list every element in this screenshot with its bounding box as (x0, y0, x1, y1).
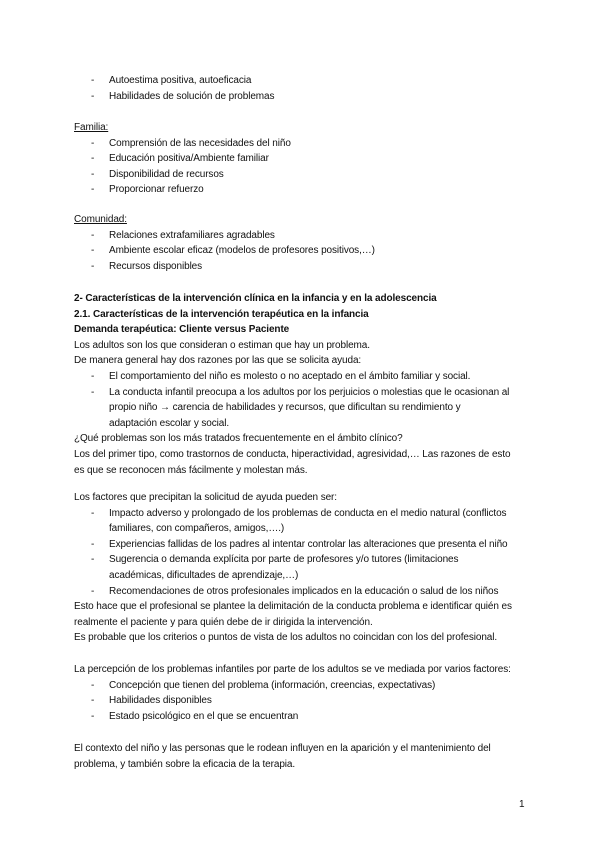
page-number: 1 (519, 799, 525, 810)
list-bullet-dash: - (91, 153, 95, 165)
list-bullet-dash: - (91, 371, 95, 382)
list-bullet-dash: - (91, 260, 95, 272)
list-item: propio niño → carencia de habilidades y recursos, que dificultan su rendimiento y (109, 402, 461, 414)
list-item: Proporcionar refuerzo (109, 184, 204, 196)
list-item: Sugerencia o demanda explícita por parte de profesores y/o tutores (limitaciones (109, 554, 459, 566)
paragraph: De manera general hay dos razones por las que se solicita ayuda: (74, 355, 362, 367)
section-subtitle: 2.1. Características de la intervención terapéutica en la infancia (74, 308, 369, 320)
list-item: Recomendaciones de otros profesionales implicados en la educación o salud de los niños (109, 585, 499, 597)
list-bullet-dash: - (91, 679, 95, 691)
list-bullet-dash: - (91, 585, 95, 597)
list-bullet-dash: - (91, 245, 95, 257)
list-bullet-dash: - (91, 710, 95, 722)
paragraph: Los del primer tipo, como trastornos de conducta, hiperactividad, agresividad,… Las razones de esto (74, 449, 511, 460)
list-bullet-dash: - (91, 538, 95, 550)
list-item: Experiencias fallidas de los padres al intentar controlar las alteraciones que presenta el niño (109, 538, 508, 550)
list-item: Concepción que tienen del problema (información, creencias, expectativas) (109, 679, 436, 691)
list-item: familiares, con compañeros, amigos,….) (109, 523, 285, 535)
section-heading-comunidad: Comunidad: (74, 214, 127, 225)
section-subheading: Demanda terapéutica: Cliente versus Paciente (74, 324, 290, 336)
paragraph: problema, y también sobre la eficacia de la terapia. (74, 758, 296, 770)
paragraph: Esto hace que el profesional se plantee la delimitación de la conducta problema e identificar quién es (74, 601, 512, 613)
list-bullet-dash: - (91, 695, 95, 707)
list-item: El comportamiento del niño es molesto o no aceptado en el ámbito familiar y social. (109, 371, 471, 382)
list-item: Autoestima positiva, autoeficacia (109, 75, 252, 86)
paragraph: realmente el paciente y para quién debe de ir dirigida la intervención. (74, 616, 373, 628)
list-bullet-dash: - (91, 229, 95, 241)
paragraph: ¿Qué problemas son los más tratados frecuentemente en el ámbito clínico? (74, 433, 403, 445)
list-item: Ambiente escolar eficaz (modelos de profesores positivos,…) (109, 245, 375, 257)
list-bullet-dash: - (91, 507, 95, 519)
list-item: Comprensión de las necesidades del niño (109, 137, 291, 149)
paragraph: es que se reconocen más fácilmente y molestan más. (74, 464, 308, 476)
list-bullet-dash: - (91, 75, 95, 86)
list-item: académicas, dificultades de aprendizaje,…) (109, 570, 299, 581)
section-title: 2- Características de la intervención clínica en la infancia y en la adolescencia (74, 293, 437, 304)
list-item: Habilidades de solución de problemas (109, 90, 275, 102)
paragraph: El contexto del niño y las personas que le rodean influyen en la aparición y el mantenimiento del (74, 743, 491, 754)
list-item: Educación positiva/Ambiente familiar (109, 153, 269, 165)
section-heading-familia: Familia: (74, 122, 109, 133)
list-item: Disponibilidad de recursos (109, 168, 224, 180)
list-item: Estado psicológico en el que se encuentran (109, 710, 299, 722)
list-bullet-dash: - (91, 168, 95, 180)
list-bullet-dash: - (91, 90, 95, 102)
list-item: Recursos disponibles (109, 260, 203, 272)
paragraph: La percepción de los problemas infantiles por parte de los adultos se ve mediada por varios factores: (74, 664, 511, 675)
list-bullet-dash: - (91, 386, 95, 398)
list-item: La conducta infantil preocupa a los adultos por los perjuicios o molestias que le ocasionan al (109, 386, 510, 398)
paragraph: Los adultos son los que consideran o estiman que hay un problema. (74, 339, 370, 351)
list-item: Relaciones extrafamiliares agradables (109, 229, 275, 241)
list-item: Habilidades disponibles (109, 695, 212, 707)
list-item: Impacto adverso y prolongado de los problemas de conducta en el medio natural (conflictos (109, 507, 507, 519)
paragraph: Es probable que los criterios o puntos de vista de los adultos no coincidan con los del profesional. (74, 632, 498, 644)
list-bullet-dash: - (91, 137, 95, 149)
paragraph: Los factores que precipitan la solicitud de ayuda pueden ser: (74, 492, 337, 503)
list-bullet-dash: - (91, 554, 95, 566)
list-item: adaptación escolar y social. (109, 417, 230, 429)
list-bullet-dash: - (91, 184, 95, 196)
